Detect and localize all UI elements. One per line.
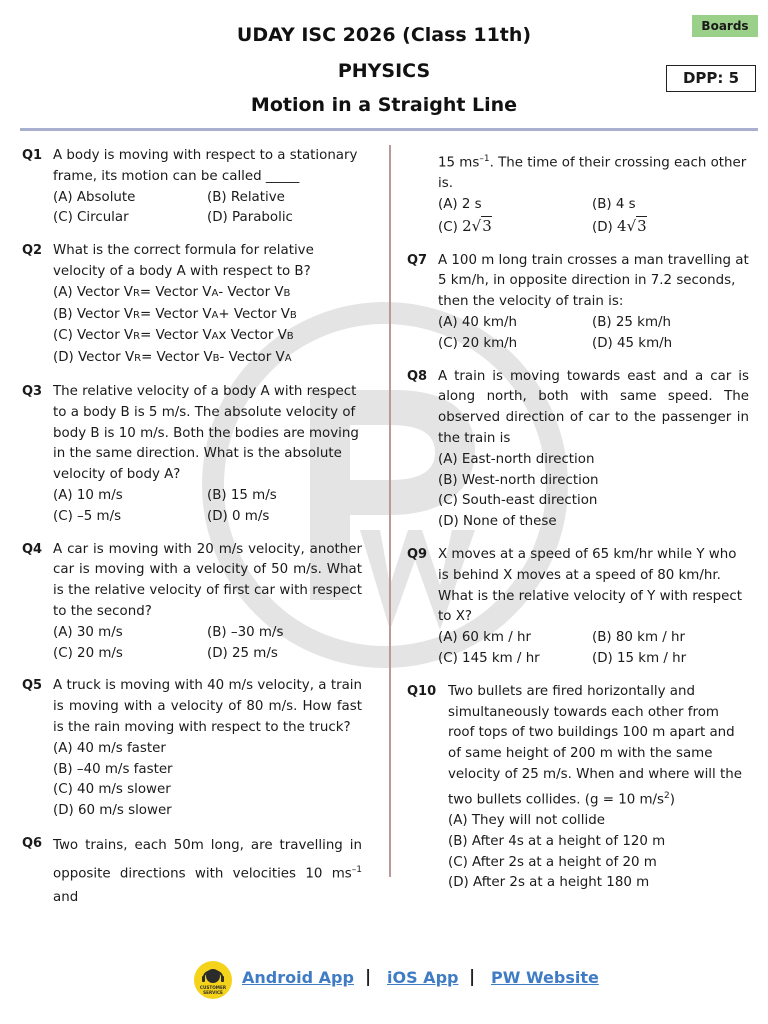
question-text: A car is moving with 20 m/s velocity, another car is moving with a velocity of 50 m/s. What is the relative velocity of first car with respect to the second? [53, 541, 362, 619]
footer-separator: | [469, 967, 476, 987]
option-d: (D) After 2s at a height 180 m [448, 875, 650, 891]
page-title: UDAY ISC 2026 (Class 11th) [236, 24, 532, 46]
option-c: (C) 20 km/h [438, 335, 518, 351]
option-a: (A) 40 km/h [438, 315, 517, 331]
question-5 [22, 676, 362, 822]
question-number: Q3 [22, 383, 43, 399]
question-text: A truck is moving with 40 m/s velocity, a train is moving with a velocity of 80 m/s. How fast is the rain moving with respect to the truck? [53, 678, 362, 735]
question-6-continued [407, 149, 749, 239]
question-text: What is the correct formula for relative velocity of a body A with respect to B? [53, 243, 314, 279]
question-1 [22, 146, 362, 229]
option-b: (B) 80 km / hr [592, 630, 686, 646]
option-b: (B) After 4s at a height of 120 m [448, 833, 666, 849]
option-c: (C) South-east direction [438, 493, 598, 509]
question-2 [22, 241, 362, 370]
svg-text:CUSTOMER: CUSTOMER [199, 985, 227, 990]
question-3 [22, 382, 362, 528]
question-6 [22, 834, 362, 910]
option-d: (D) Vector VR= Vector VB- Vector VA [53, 350, 292, 366]
question-number: Q9 [407, 547, 428, 563]
question-text: A 100 m long train crosses a man travelling at 5 km/h, in opposite direction in 7.2 seconds, then the velocity of train is: [438, 252, 749, 310]
option-a: (A) 60 km / hr [438, 630, 531, 646]
option-d: (D) Parabolic [207, 210, 293, 226]
option-c: (C) –5 m/s [53, 508, 122, 524]
question-text: The relative velocity of a body A with respect to a body B is 5 m/s. The absolute velocity of body B is 10 m/s. Both the bodies are moving in the same direction. What is the absolute velocity of body A? [53, 383, 359, 483]
option-b: (B) Relative [207, 189, 285, 205]
option-c: (C) 20 m/s [53, 645, 123, 661]
option-a: (A) East-north direction [438, 451, 595, 467]
column-divider [389, 145, 391, 877]
option-a: (A) 40 m/s faster [53, 740, 166, 756]
question-text: A train is moving towards east and a car is along north, both with same speed. The observed direction of car to the passenger in the train is [438, 368, 749, 447]
option-d: (D) 15 km / hr [592, 651, 687, 666]
chapter-title: Motion in a Straight Line [250, 94, 518, 116]
option-a: (A) 30 m/s [53, 624, 123, 640]
option-d: (D) None of these [438, 514, 557, 530]
option-a: (A) 2 s [438, 197, 482, 213]
question-number: Q8 [407, 368, 428, 384]
option-a: (A) Absolute [53, 189, 136, 205]
question-number: Q1 [22, 148, 43, 163]
header-divider [20, 128, 758, 131]
option-c: (C) After 2s at a height of 20 m [448, 854, 657, 870]
option-d: (D) 4√3 [592, 216, 647, 235]
option-b: (B) West-north direction [438, 472, 599, 488]
question-7 [407, 251, 749, 355]
option-a: (A) They will not collide [448, 813, 605, 829]
question-text: Two trains, each 50m long, are travelling in opposite directions with velocities 10 $ms^{-1}$ and [53, 837, 362, 906]
pw-website-link[interactable]: PW Website [491, 968, 599, 987]
option-b: (B) 4 s [592, 197, 636, 213]
customer-service-icon [193, 960, 233, 1000]
option-b: (B) –30 m/s [207, 624, 284, 640]
option-b: (B) Vector VR= Vector VA+ Vector VB [53, 306, 297, 322]
question-number: Q7 [407, 252, 428, 268]
question-number: Q6 [22, 835, 43, 851]
svg-text:SERVICE: SERVICE [203, 990, 223, 995]
subject-title: PHYSICS [337, 60, 431, 82]
question-8 [407, 367, 749, 533]
question-text: 15 $ms^{-1}$. The time of their crossing each other is. [438, 154, 747, 192]
question-number: Q2 [22, 243, 43, 259]
question-4 [22, 540, 362, 665]
android-app-link[interactable]: Android App [242, 968, 354, 987]
option-d: (D) 25 m/s [207, 645, 278, 661]
question-10 [407, 682, 749, 894]
footer-separator: | [365, 967, 372, 987]
option-c: (C) 40 m/s slower [53, 782, 171, 798]
option-c: (C) Circular [53, 210, 129, 226]
question-number: Q4 [22, 541, 43, 557]
right-column [407, 149, 749, 906]
footer [0, 958, 768, 1002]
ios-app-link[interactable]: iOS App [387, 968, 459, 987]
option-b: (B) 25 km/h [592, 315, 671, 331]
question-number: Q5 [22, 678, 43, 694]
option-d: (D) 60 m/s slower [53, 803, 172, 819]
question-number: Q10 [407, 683, 437, 699]
boards-badge: Boards [692, 15, 758, 37]
left-column [22, 146, 362, 922]
question-9 [407, 545, 749, 670]
question-text: X moves at a speed of 65 km/hr while Y who is behind X moves at a speed of 80 km/hr. What is the relative velocity of Y with respect to X? [438, 547, 743, 625]
option-c: (C) 2√3 [438, 216, 492, 235]
option-b: (B) 15 m/s [207, 487, 277, 503]
question-text: Two bullets are fired horizontally and simultaneously towards each other from roof tops of two buildings 100 m apart and of same height of 200 m with the same velocity of 25 m/s. When and where will the two bullets collides. (g = 10 $m/s^2$) [448, 683, 742, 808]
option-d: (D) 45 km/h [592, 335, 673, 351]
option-c: (C) 145 km / hr [438, 651, 540, 666]
dpp-label: DPP: 5 [666, 65, 756, 92]
option-a: (A) 10 m/s [53, 487, 123, 503]
option-c: (C) Vector VR= Vector VAx Vector VB [53, 328, 294, 344]
option-b: (B) –40 m/s faster [53, 761, 173, 777]
option-d: (D) 0 m/s [207, 508, 270, 524]
question-text: A body is moving with respect to a stationary frame, its motion can be called _____ [53, 148, 358, 184]
option-a: (A) Vector VR= Vector VA- Vector VB [53, 284, 291, 300]
